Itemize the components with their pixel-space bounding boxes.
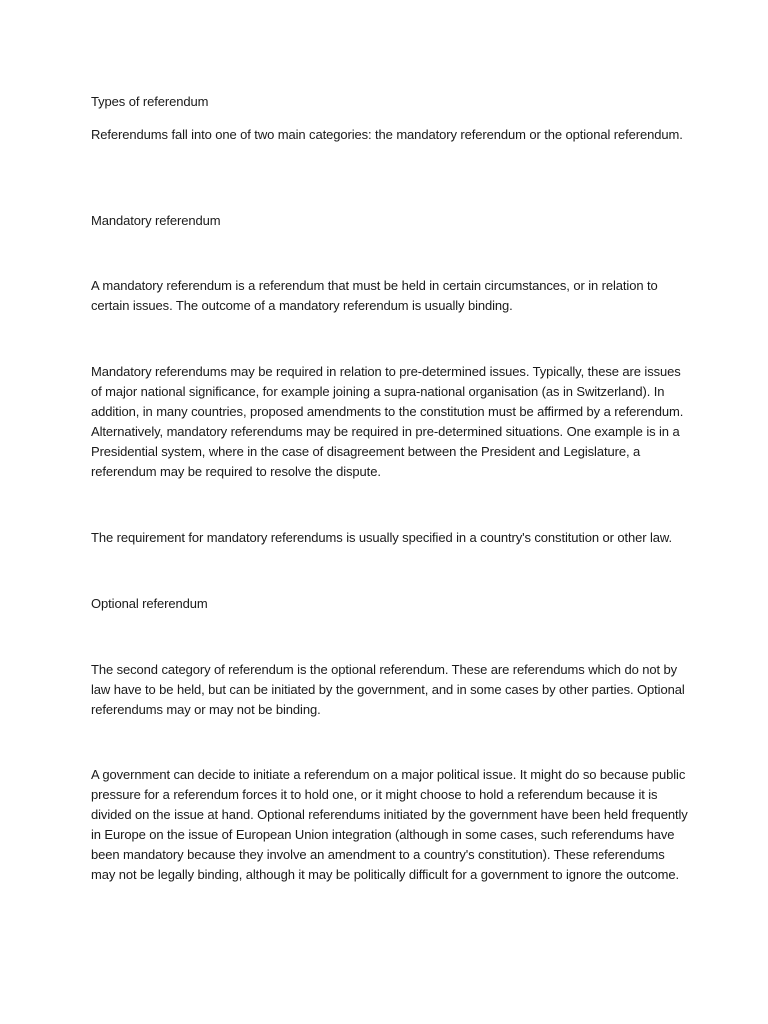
intro-paragraph: Referendums fall into one of two main categories: the mandatory referendum or the optional referendum. bbox=[91, 127, 683, 142]
optional-paragraph-2: A government can decide to initiate a referendum on a major political issue. It might do so because public pressure for a referendum forces it to hold one, or it might choose to hold a referendum because it is divided on the issue at hand. Optional referendums initiated by the government have been held frequently in Europe on the issue of European Union integration (although in some cases, such referendums have been mandatory because they involve an amendment to a country's constitution). These referendums may not be legally binding, although it may be politically difficult for a government to ignore the outcome. bbox=[91, 767, 688, 882]
heading-mandatory-referendum: Mandatory referendum bbox=[91, 213, 221, 228]
optional-paragraph-1: The second category of referendum is the optional referendum. These are referendums which do not by law have to be held, but can be initiated by the government, and in some cases by other parties. Optional referendums may or may not be binding. bbox=[91, 662, 685, 717]
heading-optional-referendum: Optional referendum bbox=[91, 596, 208, 611]
mandatory-paragraph-3: The requirement for mandatory referendums is usually specified in a country's constitution or other law. bbox=[91, 530, 672, 545]
heading-types-of-referendum: Types of referendum bbox=[91, 94, 209, 109]
mandatory-paragraph-1: A mandatory referendum is a referendum that must be held in certain circumstances, or in relation to certain issues. The outcome of a mandatory referendum is usually binding. bbox=[91, 278, 658, 313]
mandatory-paragraph-2: Mandatory referendums may be required in relation to pre-determined issues. Typically, these are issues of major national significance, for example joining a supra-national organisation (as in Switzerland). In addition, in many countries, proposed amendments to the constitution must be affirmed by a referendum. Alternatively, mandatory referendums may be required in pre-determined situations. One example is in a Presidential system, where in the case of disagreement between the President and Legislature, a referendum may be required to resolve the dispute. bbox=[91, 364, 684, 479]
